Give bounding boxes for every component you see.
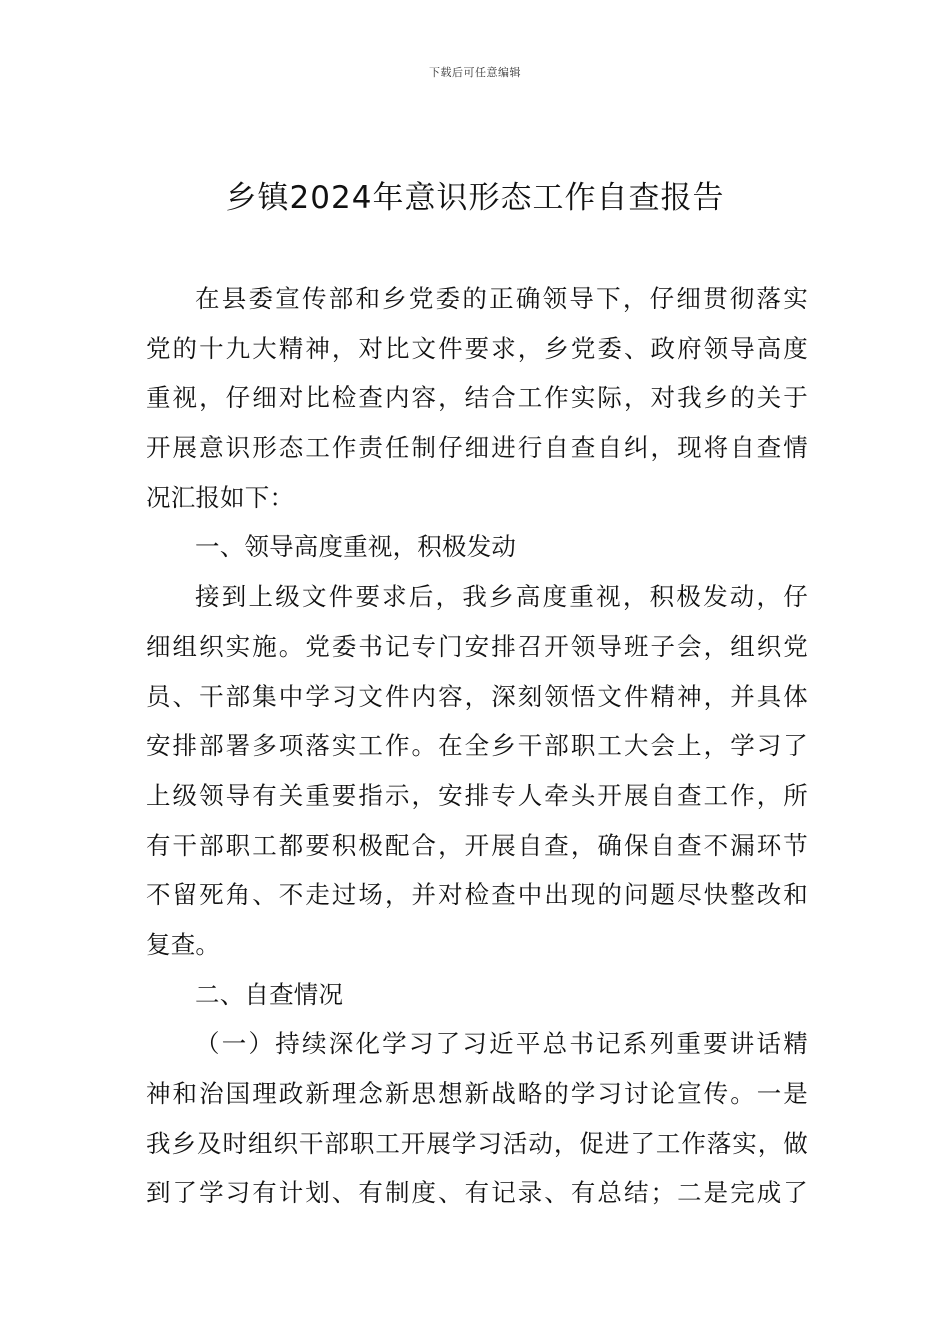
document-title: 乡镇2024年意识形态工作自查报告 [225, 180, 725, 216]
body-line: 安排部署多项落实工作。在全乡干部职工大会上，学习了 [146, 731, 808, 761]
body-line: 在县委宣传部和乡党委的正确领导下，仔细贯彻落实 [195, 284, 808, 313]
body-line: 接到上级文件要求后，我乡高度重视，积极发动，仔 [195, 582, 808, 612]
body-line: 细组织实施。党委书记专门安排召开领导班子会，组织党 [146, 631, 808, 661]
body-line: （一）持续深化学习了习近平总书记系列重要讲话精 [195, 1029, 808, 1059]
body-line: 我乡及时组织干部职工开展学习活动，促进了工作落实，做 [146, 1128, 808, 1158]
body-line: 神和治国理政新理念新思想新战略的学习讨论宣传。一是 [146, 1079, 808, 1108]
body-line: 二、自查情况 [195, 979, 344, 1009]
body-line: 员、干部集中学习文件内容，深刻领悟文件精神，并具体 [146, 681, 808, 711]
document-body [146, 274, 808, 1218]
body-line: 到了学习有计划、有制度、有记录、有总结；二是完成了 [146, 1178, 808, 1208]
body-line: 重视，仔细对比检查内容，结合工作实际，对我乡的关于 [146, 383, 808, 413]
body-line: 不留死角、不走过场，并对检查中出现的问题尽快整改和 [146, 880, 808, 910]
header-note: 下载后可任意编辑 [429, 66, 521, 79]
body-line: 况汇报如下： [146, 482, 295, 512]
body-line: 党的十九大精神，对比文件要求，乡党委、政府领导高度 [146, 333, 808, 363]
body-line: 开展意识形态工作责任制仔细进行自查自纠，现将自查情 [146, 433, 808, 463]
body-line: 有干部职工都要积极配合，开展自查，确保自查不漏环节 [146, 830, 808, 860]
body-line: 上级领导有关重要指示，安排专人牵头开展自查工作，所 [146, 780, 808, 810]
body-line: 一、领导高度重视，积极发动 [195, 532, 517, 562]
body-line: 复查。 [146, 929, 221, 959]
